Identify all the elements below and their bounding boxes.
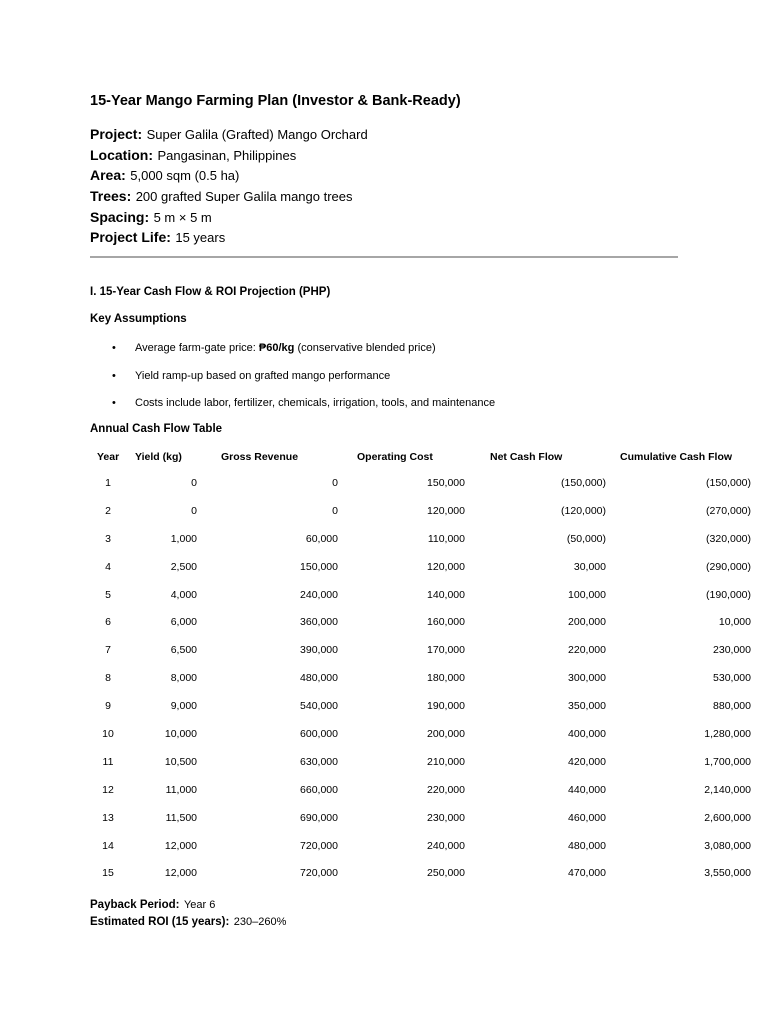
cell-yield: 0 — [191, 476, 197, 489]
cell-cumulative-cash-flow: 3,550,000 — [704, 867, 751, 880]
project-info-row — [90, 227, 368, 248]
cell-cumulative-cash-flow: (270,000) — [706, 504, 751, 517]
cell-gross-revenue: 0 — [332, 504, 338, 517]
project-life-label: Project Life: — [90, 229, 171, 246]
cell-gross-revenue: 60,000 — [305, 532, 338, 545]
table-row — [90, 608, 751, 636]
cell-yield: 8,000 — [170, 672, 197, 685]
project-info-row — [90, 145, 368, 166]
trees-label: Trees: — [90, 188, 132, 205]
cell-cumulative-cash-flow: (150,000) — [706, 476, 751, 489]
cell-year: 9 — [105, 700, 111, 713]
spacing-label: Spacing: — [90, 208, 150, 225]
cell-yield: 0 — [191, 504, 197, 517]
cell-gross-revenue: 690,000 — [300, 811, 338, 824]
cell-yield: 4,000 — [170, 588, 197, 601]
cell-yield: 6,500 — [170, 644, 197, 657]
cell-operating-cost: 150,000 — [427, 476, 465, 489]
table-row — [90, 553, 751, 581]
cell-operating-cost: 250,000 — [427, 867, 465, 880]
cell-net-cash-flow: 480,000 — [568, 839, 606, 852]
cell-year: 12 — [102, 783, 114, 796]
cell-operating-cost: 160,000 — [427, 616, 465, 629]
table-row — [90, 497, 751, 525]
project-value: Super Galila (Grafted) Mango Orchard — [146, 127, 368, 142]
cell-year: 15 — [102, 867, 114, 880]
assumption-text: Average farm-gate price: — [135, 342, 259, 354]
cell-gross-revenue: 720,000 — [300, 867, 338, 880]
table-row — [90, 832, 751, 860]
cell-yield: 11,000 — [165, 783, 197, 796]
cell-yield: 1,000 — [170, 532, 197, 545]
cell-gross-revenue: 150,000 — [300, 560, 338, 573]
document-title: 15-Year Mango Farming Plan (Investor & Bank-Ready) — [90, 93, 461, 109]
header-gross-revenue: Gross Revenue — [221, 451, 299, 463]
cell-cumulative-cash-flow: 10,000 — [718, 616, 751, 629]
cell-cumulative-cash-flow: 2,600,000 — [704, 811, 751, 824]
cell-operating-cost: 220,000 — [427, 783, 465, 796]
cell-net-cash-flow: 440,000 — [568, 783, 606, 796]
table-row — [90, 581, 751, 609]
payback-label: Payback Period: — [90, 899, 180, 911]
cell-net-cash-flow: 300,000 — [568, 672, 606, 685]
cell-yield: 6,000 — [170, 616, 197, 629]
cell-operating-cost: 190,000 — [427, 700, 465, 713]
cell-net-cash-flow: 420,000 — [568, 755, 606, 768]
cell-yield: 9,000 — [170, 700, 197, 713]
cell-gross-revenue: 390,000 — [300, 644, 338, 657]
cell-operating-cost: 120,000 — [427, 504, 465, 517]
area-value: 5,000 sqm (0.5 ha) — [130, 168, 240, 184]
cell-yield: 12,000 — [164, 867, 197, 880]
cell-net-cash-flow: (50,000) — [566, 532, 606, 545]
cell-operating-cost: 180,000 — [427, 672, 465, 685]
project-label: Project: — [90, 126, 143, 142]
cell-year: 3 — [105, 532, 111, 545]
bullet-icon: • — [112, 397, 116, 409]
header-cumulative-cash-flow: Cumulative Cash Flow — [620, 451, 733, 463]
cell-cumulative-cash-flow: 1,700,000 — [704, 755, 751, 768]
cell-cumulative-cash-flow: 2,140,000 — [704, 783, 751, 796]
cell-year: 8 — [105, 672, 111, 685]
cell-yield: 12,000 — [164, 839, 197, 852]
cell-operating-cost: 170,000 — [427, 644, 465, 657]
cell-year: 14 — [102, 839, 114, 852]
cell-gross-revenue: 480,000 — [300, 672, 338, 685]
cell-year: 6 — [105, 616, 111, 629]
cell-operating-cost: 200,000 — [427, 727, 465, 740]
project-info-row — [90, 186, 368, 207]
table-header-row — [90, 446, 751, 469]
table-row — [90, 859, 751, 887]
roi-value: 230–260% — [233, 916, 287, 928]
location-label: Location: — [90, 146, 153, 163]
payback-row — [90, 895, 286, 912]
assumption-item — [112, 340, 495, 368]
cell-year: 13 — [102, 811, 114, 824]
header-yield: Yield (kg) — [135, 451, 182, 463]
cell-net-cash-flow: 200,000 — [568, 616, 606, 629]
cell-cumulative-cash-flow: 530,000 — [713, 672, 751, 685]
assumption-text: Yield ramp-up based on grafted mango performance — [135, 369, 391, 382]
bullet-icon: • — [112, 369, 116, 382]
assumptions-heading: Key Assumptions — [90, 313, 187, 325]
payback-value: Year 6 — [183, 899, 216, 911]
cell-net-cash-flow: 350,000 — [568, 700, 606, 713]
cell-yield: 10,000 — [164, 727, 197, 740]
cell-cumulative-cash-flow: (320,000) — [706, 532, 751, 545]
cell-cumulative-cash-flow: (290,000) — [706, 560, 751, 573]
assumption-item — [112, 368, 495, 396]
cell-year: 11 — [102, 755, 114, 768]
cell-gross-revenue: 600,000 — [300, 727, 338, 740]
cell-cumulative-cash-flow: 3,080,000 — [704, 839, 751, 852]
area-label: Area: — [90, 167, 126, 184]
cell-gross-revenue: 540,000 — [300, 700, 338, 713]
cell-yield: 2,500 — [170, 560, 197, 573]
cell-cumulative-cash-flow: 1,280,000 — [704, 727, 751, 740]
cell-operating-cost: 120,000 — [427, 560, 465, 573]
cell-net-cash-flow: 470,000 — [568, 867, 606, 880]
cell-net-cash-flow: (150,000) — [561, 476, 606, 489]
table-row — [90, 469, 751, 497]
summary — [90, 895, 286, 929]
roi-row — [90, 912, 286, 929]
cell-operating-cost: 230,000 — [427, 811, 465, 824]
cell-gross-revenue: 0 — [332, 476, 338, 489]
table-row — [90, 636, 751, 664]
cell-operating-cost: 140,000 — [427, 588, 465, 601]
project-info-row — [90, 165, 368, 186]
price-highlight: ₱60/kg — [258, 342, 295, 354]
table-title: Annual Cash Flow Table — [90, 423, 223, 435]
cell-gross-revenue: 630,000 — [300, 755, 338, 768]
cell-year: 10 — [102, 727, 114, 740]
header-operating-cost: Operating Cost — [357, 451, 433, 463]
header-net-cash-flow: Net Cash Flow — [490, 451, 563, 463]
cell-operating-cost: 210,000 — [427, 755, 465, 768]
cell-gross-revenue: 360,000 — [300, 616, 338, 629]
project-info-row — [90, 124, 368, 145]
project-life-value: 15 years — [175, 230, 226, 246]
table-row — [90, 776, 751, 804]
cell-net-cash-flow: 460,000 — [568, 811, 606, 824]
spacing-value: 5 m × 5 m — [153, 209, 212, 225]
project-info-row — [90, 207, 368, 228]
table-body — [90, 469, 751, 887]
cell-year: 4 — [105, 560, 111, 573]
cell-net-cash-flow: 220,000 — [568, 644, 606, 657]
cell-gross-revenue: 660,000 — [300, 783, 338, 796]
table-row — [90, 804, 751, 832]
cell-yield: 10,500 — [164, 755, 197, 768]
cell-gross-revenue: 720,000 — [300, 839, 338, 852]
assumption-item — [112, 395, 495, 423]
cell-cumulative-cash-flow: (190,000) — [706, 588, 751, 601]
cell-net-cash-flow: 30,000 — [573, 560, 606, 573]
assumptions-list — [112, 340, 495, 423]
cell-cumulative-cash-flow: 880,000 — [713, 700, 751, 713]
horizontal-divider — [90, 256, 678, 258]
cell-year: 2 — [105, 504, 111, 517]
trees-value: 200 grafted Super Galila mango trees — [135, 189, 353, 205]
cell-yield: 11,500 — [165, 811, 197, 824]
cell-net-cash-flow: 100,000 — [568, 588, 606, 601]
cell-year: 5 — [105, 588, 111, 601]
cell-operating-cost: 240,000 — [427, 839, 465, 852]
project-info — [90, 124, 368, 248]
cell-operating-cost: 110,000 — [427, 532, 465, 545]
roi-label: Estimated ROI (15 years): — [90, 916, 230, 928]
cell-cumulative-cash-flow: 230,000 — [713, 644, 751, 657]
cash-flow-table — [90, 446, 751, 887]
cell-gross-revenue: 240,000 — [300, 588, 338, 601]
table-row — [90, 664, 751, 692]
table-row — [90, 748, 751, 776]
cell-year: 7 — [105, 644, 111, 657]
table-row — [90, 525, 751, 553]
header-year: Year — [97, 451, 120, 463]
cell-net-cash-flow: 400,000 — [568, 727, 606, 740]
bullet-icon: • — [112, 342, 116, 354]
assumption-text: Costs include labor, fertilizer, chemicals, irrigation, tools, and maintenance — [135, 397, 496, 409]
cell-net-cash-flow: (120,000) — [561, 504, 606, 517]
assumption-note: (conservative blended price) — [294, 342, 436, 354]
section-heading: I. 15-Year Cash Flow & ROI Projection (PHP) — [90, 286, 331, 298]
cell-year: 1 — [105, 476, 111, 489]
table-row — [90, 692, 751, 720]
location-value: Pangasinan, Philippines — [157, 147, 297, 163]
table-row — [90, 720, 751, 748]
